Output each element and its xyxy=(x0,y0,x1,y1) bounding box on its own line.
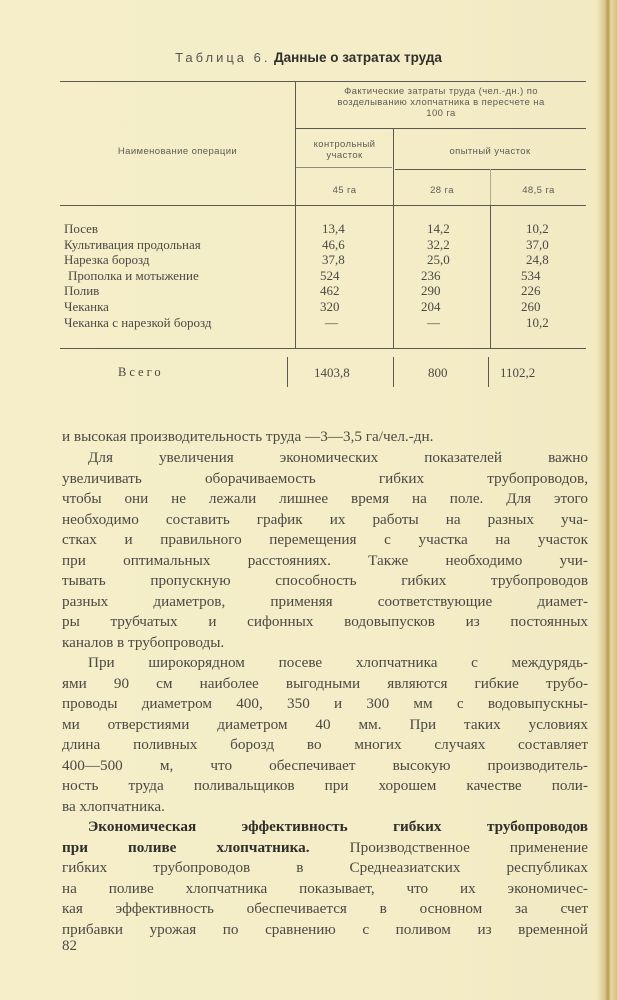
row-label: Нарезка борозд xyxy=(64,252,150,268)
group-header-rule xyxy=(296,128,586,129)
cell-control-45: 13,4 xyxy=(322,221,345,236)
cell-exp-48-5: 260 xyxy=(521,299,541,314)
group-header-line: Фактические затраты труда (чел.-дн.) по xyxy=(344,86,538,97)
cell-exp-48-5: 24,8 xyxy=(526,252,549,268)
text-line: на поливе хлопчатника показывает, что их экономичес- xyxy=(62,879,588,897)
text-line: гибких трубопроводов в Среднеазиатских республиках xyxy=(62,859,588,876)
text-line: ями 90 см наиболее выгодными являются гибкие трубо- xyxy=(62,674,588,692)
total-top-rule xyxy=(60,348,586,349)
cell-control-45: 320 xyxy=(320,299,340,314)
area-header-45: 45 га xyxy=(332,185,357,196)
text-line: 400—500 м, что обеспечивает высокую производитель- xyxy=(62,756,588,774)
cell-exp-48-5: 10,2 xyxy=(526,221,549,236)
paragraph-wide-row-sowing xyxy=(62,653,588,817)
text-line: увеличивать оборачиваемость гибких трубопроводов, xyxy=(62,469,588,487)
cell-exp-28: 25,0 xyxy=(427,252,450,268)
area-header-28: 28 га xyxy=(430,185,454,196)
text-line: ми отверстиями диаметром 40 мм. При таких условиях xyxy=(62,715,588,733)
row-label: Посев xyxy=(64,221,99,236)
text-line: и высокая производительность труда —3—3,5 га/чел.-дн. xyxy=(62,428,434,445)
table-caption-label: Таблица 6. xyxy=(175,50,271,65)
table-top-rule xyxy=(60,81,586,82)
cell-exp-28: 204 xyxy=(421,299,441,314)
text-line: длина поливных борозд во многих случаях составляет xyxy=(62,736,588,753)
body-divider-1 xyxy=(295,205,296,348)
text-line: ность труда поливальщиков при хорошем качестве поли- xyxy=(62,777,588,794)
section-heading-part: при поливе хлопчатника. xyxy=(62,838,310,856)
cell-exp-48-5: 226 xyxy=(521,283,541,299)
table-caption xyxy=(0,50,617,67)
page-binding-edge xyxy=(597,0,617,1000)
total-divider-2 xyxy=(393,357,394,387)
row-label: Прополка и мотыжение xyxy=(68,267,199,283)
paragraph-continuation xyxy=(62,427,588,448)
cell-exp-28: 14,2 xyxy=(427,221,450,236)
text-line: при оптимальных расстояниях. Также необходимо учи- xyxy=(62,551,588,569)
cell-control-45: 462 xyxy=(320,283,340,299)
paragraph-economic-efficiency xyxy=(62,817,588,940)
total-divider-3 xyxy=(488,357,489,387)
text-line: необходимо составить график их работы на разных уча- xyxy=(62,510,588,528)
total-control-45: 1403,8 xyxy=(314,365,350,380)
text-line: ры трубчатых и сифонных водовыпусков из постоянных xyxy=(62,613,588,630)
total-exp-28: 800 xyxy=(428,365,448,380)
control-plot-header xyxy=(296,139,393,161)
body-divider-2 xyxy=(393,205,394,348)
control-area-rule xyxy=(296,167,392,168)
cell-exp-28: 32,2 xyxy=(427,236,450,252)
text-line: разных диаметров, применяя соответствующие диамет- xyxy=(62,592,588,610)
text-line xyxy=(62,817,588,838)
text-line: кая эффективность обеспечивается в основном за счет xyxy=(62,900,588,917)
page-number: 82 xyxy=(62,938,77,954)
cell-control-45: — xyxy=(325,314,338,330)
row-label: Чеканка xyxy=(64,299,109,314)
body-divider-3 xyxy=(490,205,491,348)
cell-control-45: 37,8 xyxy=(322,252,345,268)
text-line: ва хлопчатника. xyxy=(62,797,165,815)
control-header-line: контрольный xyxy=(313,139,376,150)
cell-exp-28: 236 xyxy=(421,267,441,283)
section-heading-part: Экономическая эффективность гибких трубопроводов xyxy=(88,818,588,835)
text-line: Для увеличения экономических показателей важно xyxy=(88,449,588,466)
text-line: При широкорядном посеве хлопчатника с междурядь- xyxy=(88,654,588,671)
text-line: тывать пропускную способность гибких трубопроводов xyxy=(62,572,588,589)
group-header-line: 100 га xyxy=(426,108,456,119)
cell-exp-48-5: 10,2 xyxy=(526,314,549,330)
area-header-48-5: 48,5 га xyxy=(522,185,555,196)
cell-exp-48-5: 37,0 xyxy=(526,236,549,252)
text-line: прибавки урожая по сравнению с поливом из временной xyxy=(62,920,588,938)
cell-control-45: 524 xyxy=(320,267,340,283)
row-label: Культивация продольная xyxy=(64,236,201,252)
row-label: Чеканка с нарезкой борозд xyxy=(64,314,212,330)
experimental-plot-header: опытный участок xyxy=(449,146,531,157)
header-bottom-rule xyxy=(60,205,586,206)
table-caption-title: Данные о затратах труда xyxy=(274,50,442,65)
text-line: стках и правильного перемещения с участка на участок xyxy=(62,531,588,548)
cell-exp-28: — xyxy=(427,314,440,330)
text-line: каналов в трубопроводы. xyxy=(62,633,225,651)
control-header-line: участок xyxy=(326,150,363,161)
cell-exp-48-5: 534 xyxy=(521,267,541,283)
text-line: чтобы они не лежали лишнее время на поле. Для этого xyxy=(62,490,588,507)
text-line xyxy=(62,838,588,859)
paragraph-pipeline-turnover xyxy=(62,448,588,653)
cell-exp-28: 290 xyxy=(421,283,441,299)
total-exp-48-5: 1102,2 xyxy=(500,365,536,380)
text-line: проводы диаметром 400, 350 и 300 мм с водовыпускны- xyxy=(62,695,588,712)
total-label: Всего xyxy=(118,365,164,379)
row-label: Полив xyxy=(64,283,100,299)
text-fragment: Производственное применение xyxy=(349,838,588,856)
group-header-line: возделыванию хлопчатника в пересчете на xyxy=(337,97,545,108)
total-divider-1 xyxy=(287,357,288,387)
group-header xyxy=(296,86,586,119)
operation-column-header: Наименование операции xyxy=(117,146,238,157)
cell-control-45: 46,6 xyxy=(322,236,345,252)
